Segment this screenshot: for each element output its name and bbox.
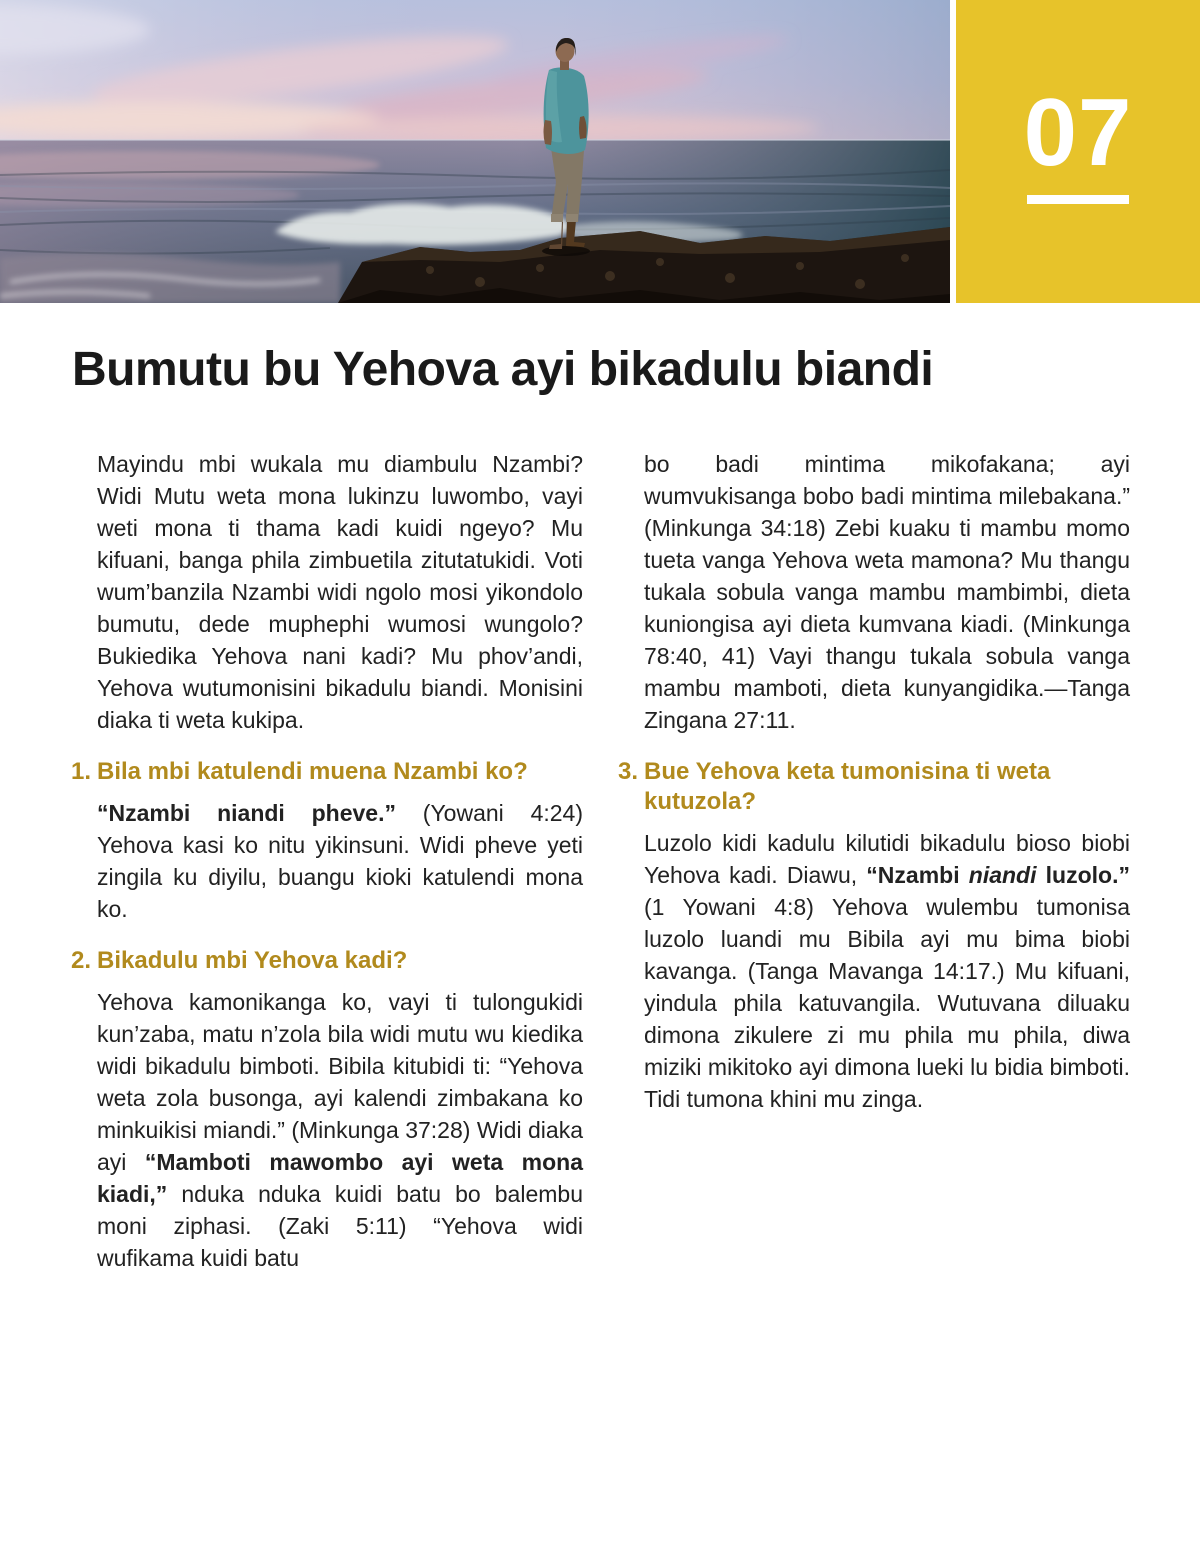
seashore-photo-illustration — [0, 0, 950, 303]
question-2-continuation-paragraph: bo badi mintima mikofakana; ayi wumvukisanga bobo badi mintima milebakana.” (Minkunga 34:18) Zebi kuaku ti mambu momo tueta vanga Yehova weta mamona? Mu thangu tukala sobula vanga mambu mambimbi, dieta kuniongisa ayi dieta kumvana kiadi. (Minkunga 78:40, 41) Vayi thangu tukala sobula vanga mambu mamboti, dieta kunyangidika.—Tanga Zingana 27:11. — [644, 451, 1130, 733]
question-2-number: 2. — [71, 947, 92, 974]
question-1-heading — [71, 757, 583, 787]
sky — [0, 0, 950, 150]
lesson-number: 07 — [1023, 79, 1133, 186]
question-2-paragraph: Yehova kamonikanga ko, vayi ti tulongukidi kun’zaba, matu n’zola bila widi mutu wu kiedika widi bikadulu bimboti. Bibila kitubidi ti: “Yehova weta zola busonga, ayi kalendi zimbakana ko minkuikisi miandi.” (Minkunga 37:28) Widi diaka ayi “Mamboti mawombo ayi weta mona kiadi,” nduka nduka kuidi batu bo balembu moni ziphasi. (Zaki 5:11) “Yehova widi wufikama kuidi batu — [97, 989, 583, 1271]
question-3-number: 3. — [618, 758, 639, 785]
question-3-heading — [618, 757, 1130, 817]
question-1-paragraph: “Nzambi niandi pheve.” (Yowani 4:24) Yehova kasi ko nitu yikinsuni. Widi pheve yeti zingila ku diyilu, buangu kioki katulendi mona ko. — [97, 800, 583, 922]
column-1 — [71, 448, 583, 1274]
header-photo — [0, 0, 950, 303]
question-2-heading — [71, 946, 583, 976]
question-1-number: 1. — [71, 758, 92, 785]
lesson-number-block — [956, 0, 1200, 303]
intro-paragraph: Mayindu mbi wukala mu diambulu Nzambi? Widi Mutu weta mona lukinzu luwombo, vayi weti mona ti thama kadi kuidi ngeyo? Mu kifuani, banga phila zimbuetila zitutatukidi. Voti wum’banzila Nzambi widi ngolo mosi yikondolo bumutu, dede muphephi wumosi wungolo? Bukiedika Yehova nani kadi? Mu phov’andi, Yehova wutumonisini bikadulu biandi. Monisini diaka ti weta kukipa. — [97, 451, 583, 733]
question-3-paragraph: Luzolo kidi kadulu kilutidi bikadulu bioso biobi Yehova kadi. Diawu, “Nzambi niandi luzolo.” (1 Yowani 4:8) Yehova wulembu tumonisa luzolo luandi mu Bibila ayi mu bima biobi kavanga. (Tanga Mavanga 14:17.) Mu kifuani, yindula phila katuvangila. Wutuvana diluaku dimona zikulere zi mu phila mu phila, diwa miziki mikitoko ayi dimona lueki lu bidia bimboti. Tidi tumona khini mu zinga. — [644, 830, 1130, 1112]
question-1-label: Bila mbi katulendi muena Nzambi ko? — [97, 758, 528, 785]
lesson-number-underline — [1027, 195, 1129, 204]
column-2 — [618, 448, 1130, 1115]
question-2-label: Bikadulu mbi Yehova kadi? — [97, 947, 408, 974]
question-3-label: Bue Yehova keta tumonisina ti weta kutuzola? — [644, 758, 1051, 815]
page-title: Bumutu bu Yehova ayi bikadulu biandi — [72, 343, 934, 396]
